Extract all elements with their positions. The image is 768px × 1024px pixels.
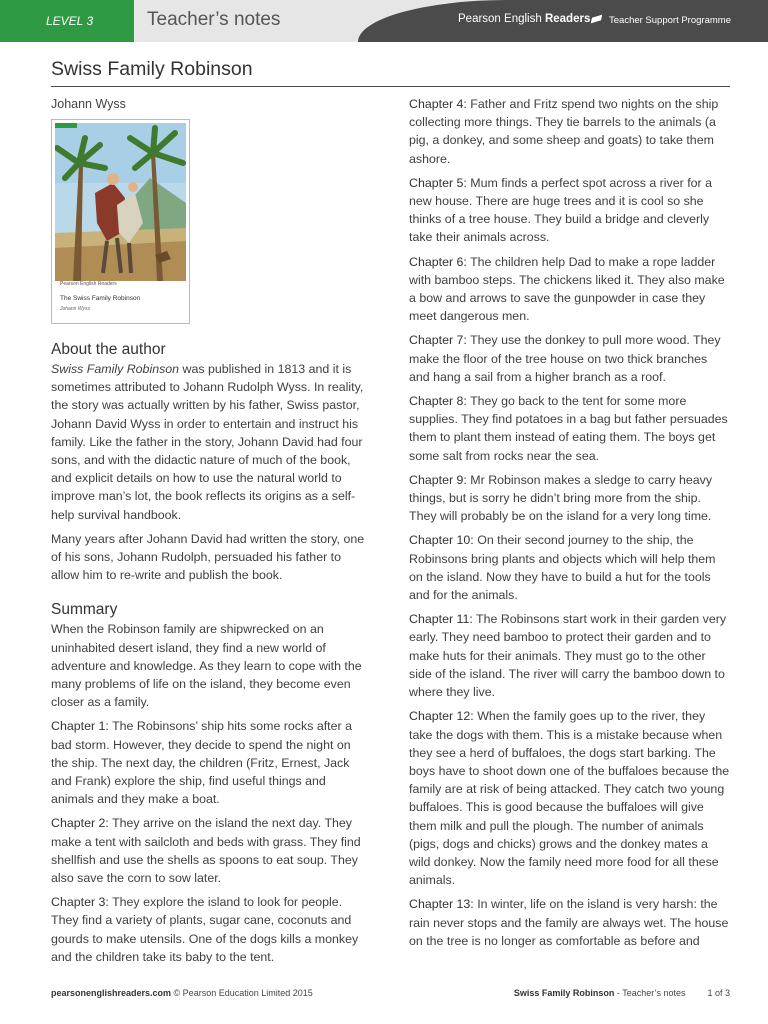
chapter-text: On their second journey to the ship, the Robinsons bring plants and objects which will help them on the island. Now they have to build a hut for the tools and for the animals. (409, 533, 716, 603)
about-paragraph-1 (51, 360, 369, 524)
footer-page-number: 1 of 3 (707, 988, 730, 998)
page-title: Swiss Family Robinson (51, 58, 253, 80)
chapter-label: Chapter 13: (409, 897, 474, 912)
about-book-title: Swiss Family Robinson (51, 362, 180, 376)
chapter-paragraph (409, 253, 730, 326)
chapter-label: Chapter 4: (409, 97, 467, 111)
title-divider (51, 86, 730, 87)
programme-label: Teacher Support Programme (609, 15, 731, 26)
cover-level-badge (55, 123, 77, 128)
pearson-logo (458, 13, 601, 25)
chapter-text: Mr Robinson makes a sledge to carry heavy things, but is sorry he didn’t bring more from the ship. They will probably be on the island for a very long time. (409, 472, 713, 524)
about-paragraph-1-text: was published in 1813 and it is sometimes attributed to Johann Rudolph Wyss. In reality, the story was actually written by his father, Swiss pastor, Johann David Wyss in order to entertain and instruct his family. Like the father in the story, Johann David had four sons, and with the didactic nature of much of the book, and explicit details on how to use the natural world to improve man’s lot, the book reflects its origins as a self-help survival handbook. (51, 362, 364, 522)
level-label: LEVEL 3 (46, 14, 94, 28)
chapter-paragraph (409, 707, 730, 889)
about-paragraph-2: Many years after Johann David had written the story, one of his sons, Johann Rudolph, persuaded his father to allow him to re-write and publish the book. (51, 531, 365, 583)
book-cover (51, 119, 190, 324)
footer-left (51, 988, 313, 998)
level-badge (0, 0, 134, 42)
chapter-text: The Robinsons’ ship hits some rocks after a bad storm. However, they decide to spend the night on the ship. The next day, the children (Fritz, Ernest, Jack and Frank) explore the ship, find useful things and animals and they make a boat. (51, 719, 352, 807)
about-heading: About the author (51, 341, 166, 358)
chapter-paragraph (409, 895, 730, 950)
chapter-label: Chapter 12: (409, 709, 474, 724)
footer-doc-type: - Teacher’s notes (614, 988, 686, 998)
chapter-label: Chapter 5: (409, 175, 467, 190)
chapter-label: Chapter 9: (409, 472, 467, 487)
cover-author: Johann Wyss (60, 306, 91, 312)
chapter-paragraph (51, 814, 369, 887)
footer-copyright: © Pearson Education Limited 2015 (171, 988, 313, 998)
chapter-label: Chapter 10: (409, 533, 474, 548)
footer-right (514, 988, 730, 998)
chapter-paragraph (409, 471, 730, 526)
cover-illustration (55, 123, 186, 281)
chapter-text: They explore the island to look for people. They find a variety of plants, sugar cane, coconuts and gourds to make utensils. One of the dogs kills a monkey and the children take its baby to the tent. (51, 895, 359, 964)
chapter-paragraph (409, 174, 730, 247)
chapter-paragraph (409, 331, 730, 386)
chapter-text: They arrive on the island the next day. They make a tent with sailcloth and beds with grass. They find shellfish and use the shells as spoons to eat soup. They also save the corn to sow later. (51, 816, 361, 886)
brand-prefix: Pearson English (458, 13, 545, 25)
footer-book-title: Swiss Family Robinson (513, 988, 615, 998)
chapter-label: Chapter 6: (409, 254, 467, 269)
footer-site-link[interactable]: pearsonenglishreaders.com (51, 988, 172, 998)
chapter-paragraph (409, 392, 730, 465)
chapter-text: They use the donkey to pull more wood. They make the floor of the tree house on two thick branches and hang a sail from a higher branch as a roof. (409, 333, 721, 384)
chapter-label: Chapter 8: (409, 394, 467, 409)
chapter-text: The children help Dad to make a rope ladder with bamboo steps. The chickens liked it. They also make a bow and arrows to save the gunpowder in case they meet dangerous men. (409, 254, 725, 324)
brand-readers: Readers (544, 13, 591, 25)
chapter-paragraph (51, 717, 369, 808)
cover-title: The Swiss Family Robinson (60, 295, 141, 302)
header-title: Teacher’s notes (147, 9, 281, 30)
chapter-paragraph (409, 95, 730, 168)
brand-mark-icon (591, 15, 602, 24)
chapter-text: When the family goes up to the river, they take the dogs with them. This is a mistake because when they see a herd of buffaloes, the dogs start barking. The boys have to shoot down one of the buffaloes because the family are at risk of being attacked. They catch two young buffaloes. This is good because the buffaloes will give them milk and pull the plough. The number of animals (pigs, dogs and chicks) grows and the donkey mates a wild donkey. Now the family need more food for all these animals. (409, 709, 730, 888)
cover-brand: Pearson English Readers (60, 281, 117, 287)
summary-intro: When the Robinson family are shipwrecked on an uninhabited desert island, they find a new world of adventure and knowledge. As they learn to cope with the many problems of life on the island, they become even closer as a family. (51, 622, 362, 710)
chapter-label: Chapter 1: (51, 719, 109, 734)
right-column (409, 95, 730, 956)
left-column (51, 340, 369, 972)
chapter-label: Chapter 11: (409, 612, 473, 627)
chapter-text: The Robinsons start work in their garden very early. They need bamboo to protect their garden and to make huts for their animals. They must go to the other side of the island. The river will carry the bamboo down to where they live. (409, 612, 727, 700)
chapter-paragraph (409, 531, 730, 604)
chapter-label: Chapter 3: (51, 895, 109, 910)
author-name: Johann Wyss (51, 97, 126, 111)
chapter-text: Father and Fritz spend two nights on the ship collecting more things. They tie barrels to the animals (a pig, a donkey, and some sheep and goats) to take them ashore. (409, 97, 719, 166)
chapter-label: Chapter 2: (51, 816, 109, 831)
chapter-paragraph (409, 610, 730, 701)
summary-heading: Summary (51, 601, 118, 619)
chapter-text: They go back to the tent for some more supplies. They find potatoes in a bag but father persuades them to plant them instead of eating them. The boys get some salt from rocks near the sea. (409, 394, 728, 463)
chapter-text: In winter, life on the island is very harsh: the rain never stops and the family are always wet. The house on the tree is no longer as comfortable as before and (409, 897, 729, 948)
chapter-label: Chapter 7: (409, 333, 467, 348)
chapter-text: Mum finds a perfect spot across a river for a new house. There are huge trees and it is cool so she thinks of a tree house. They build a bridge and cleverly take their animals across. (409, 175, 713, 245)
chapter-paragraph (51, 893, 369, 966)
